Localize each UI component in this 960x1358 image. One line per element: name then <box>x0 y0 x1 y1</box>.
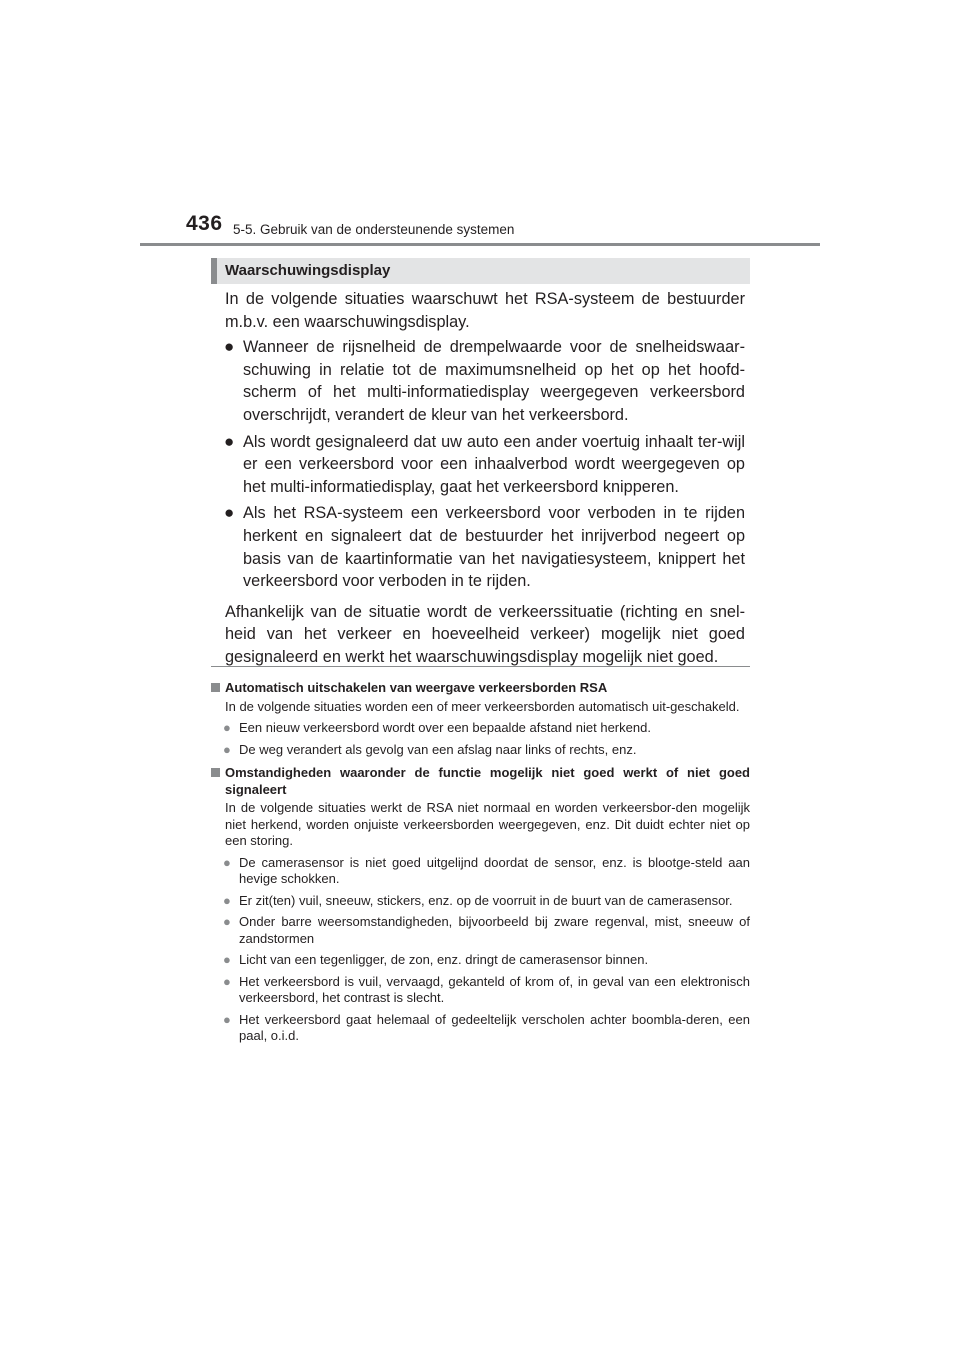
bullet-text: Als wordt gesignaleerd dat uw auto een ander voertuig inhaalt ter-wijl er een verkeersbord voor een inhaalverbod wordt weergegeven op het multi-informatiedisplay, gaat het verkeersbord knipperen. <box>243 432 745 496</box>
bullet-icon: ● <box>223 741 231 757</box>
note-body: In de volgende situaties werkt de RSA niet normaal en worden verkeersbor-den mogelijk niet herkend, worden onjuiste verkeersborden weergegeven, enz. Dit duidt echter niet op een storing. <box>225 800 750 848</box>
section-heading-bar <box>211 258 217 284</box>
bullet-icon: ● <box>223 1011 231 1027</box>
bullet-icon: ● <box>224 431 235 451</box>
main-text <box>225 288 745 672</box>
note-bullet-text: Er zit(ten) vuil, sneeuw, stickers, enz. op de voorruit in de buurt van de camerasensor. <box>239 892 733 908</box>
bullet-icon: ● <box>224 337 235 357</box>
note-heading <box>211 765 750 798</box>
bullet-icon: ● <box>224 503 235 523</box>
note-bullet-text: De weg verandert als gevolg van een afslag naar links of rechts, enz. <box>239 741 637 757</box>
note-bullet <box>211 1012 750 1045</box>
bullet-icon: ● <box>223 720 231 735</box>
bullet-item <box>225 502 745 592</box>
note-heading-text: Automatisch uitschakelen van weergave verkeersborden RSA <box>225 680 608 695</box>
section-divider <box>211 666 750 667</box>
note-bullet <box>211 893 750 910</box>
square-bullet-icon <box>211 768 220 777</box>
bullet-icon: ● <box>223 892 231 908</box>
note-bullet-text: Onder barre weersomstandigheden, bijvoorbeeld bij zware regenval, mist, sneeuw of zandstormen <box>239 914 750 946</box>
note-bullet <box>211 974 750 1007</box>
bullet-text: Als het RSA-systeem een verkeersbord voor verboden in te rijden herkent en signaleert dat de bestuurder het inrijverbod negeert op basis van de kaartinformatie van het navigatiesysteem, knippert het verkeersbord voor verboden in te rijden. <box>243 504 745 591</box>
bullet-item <box>225 431 745 499</box>
closing-paragraph: Afhankelijk van de situatie wordt de verkeerssituatie (richting en snel-heid van het verkeer en hoeveelheid verkeer) mogelijk niet goed gesignaleerd en werkt het waarschuwingsdisplay mogelijk niet goed. <box>225 602 745 666</box>
note-heading <box>211 680 750 697</box>
section-title: 5-5. Gebruik van de ondersteunende systemen <box>233 222 515 237</box>
page-number: 436 <box>186 212 223 235</box>
bullet-text: Wanneer de rijsnelheid de drempelwaarde voor de snelheidswaar-schuwing in relatie tot de maximumsnelheid op het op het hoofd-scherm of het multi-informatiedisplay weergegeven verkeersbord overschrijdt, verandert de kleur van het verkeersbord. <box>243 338 745 424</box>
bullet-icon: ● <box>223 952 231 967</box>
notes <box>211 680 750 1050</box>
bullet-icon: ● <box>223 973 231 989</box>
bullet-icon: ● <box>223 854 231 870</box>
bullet-icon: ● <box>223 914 231 929</box>
note-bullet-text: Een nieuw verkeersbord wordt over een bepaalde afstand niet herkend. <box>239 720 651 735</box>
note-bullet-text: Licht van een tegenligger, de zon, enz. dringt de camerasensor binnen. <box>239 952 649 967</box>
note-bullet-text: Het verkeersbord gaat helemaal of gedeeltelijk verscholen achter boombla-deren, een paal, o.i.d. <box>239 1011 750 1043</box>
section-heading <box>211 258 750 284</box>
note-heading-text: Omstandigheden waaronder de functie mogelijk niet goed werkt of niet goed signaleert <box>225 765 750 797</box>
header-rule <box>140 243 820 246</box>
note-bullet <box>211 952 750 969</box>
square-bullet-icon <box>211 683 220 692</box>
note-body: In de volgende situaties worden een of meer verkeersborden automatisch uit-geschakeld. <box>225 698 740 714</box>
note-bullet <box>211 720 750 737</box>
note-bullet-text: De camerasensor is niet goed uitgelijnd doordat de sensor, enz. is blootge-steld aan hevige schokken. <box>239 854 750 886</box>
intro-paragraph: In de volgende situaties waarschuwt het RSA-systeem de bestuurder m.b.v. een waarschuwingsdisplay. <box>225 290 745 331</box>
note-bullet <box>211 742 750 759</box>
note-bullet-text: Het verkeersbord is vuil, vervaagd, gekanteld of krom of, in geval van een elektronisch verkeersbord, het contrast is slecht. <box>239 973 750 1005</box>
note-bullet <box>211 914 750 947</box>
note-bullet <box>211 855 750 888</box>
section-heading-label: Waarschuwingsdisplay <box>225 262 391 279</box>
bullet-item <box>225 336 745 426</box>
